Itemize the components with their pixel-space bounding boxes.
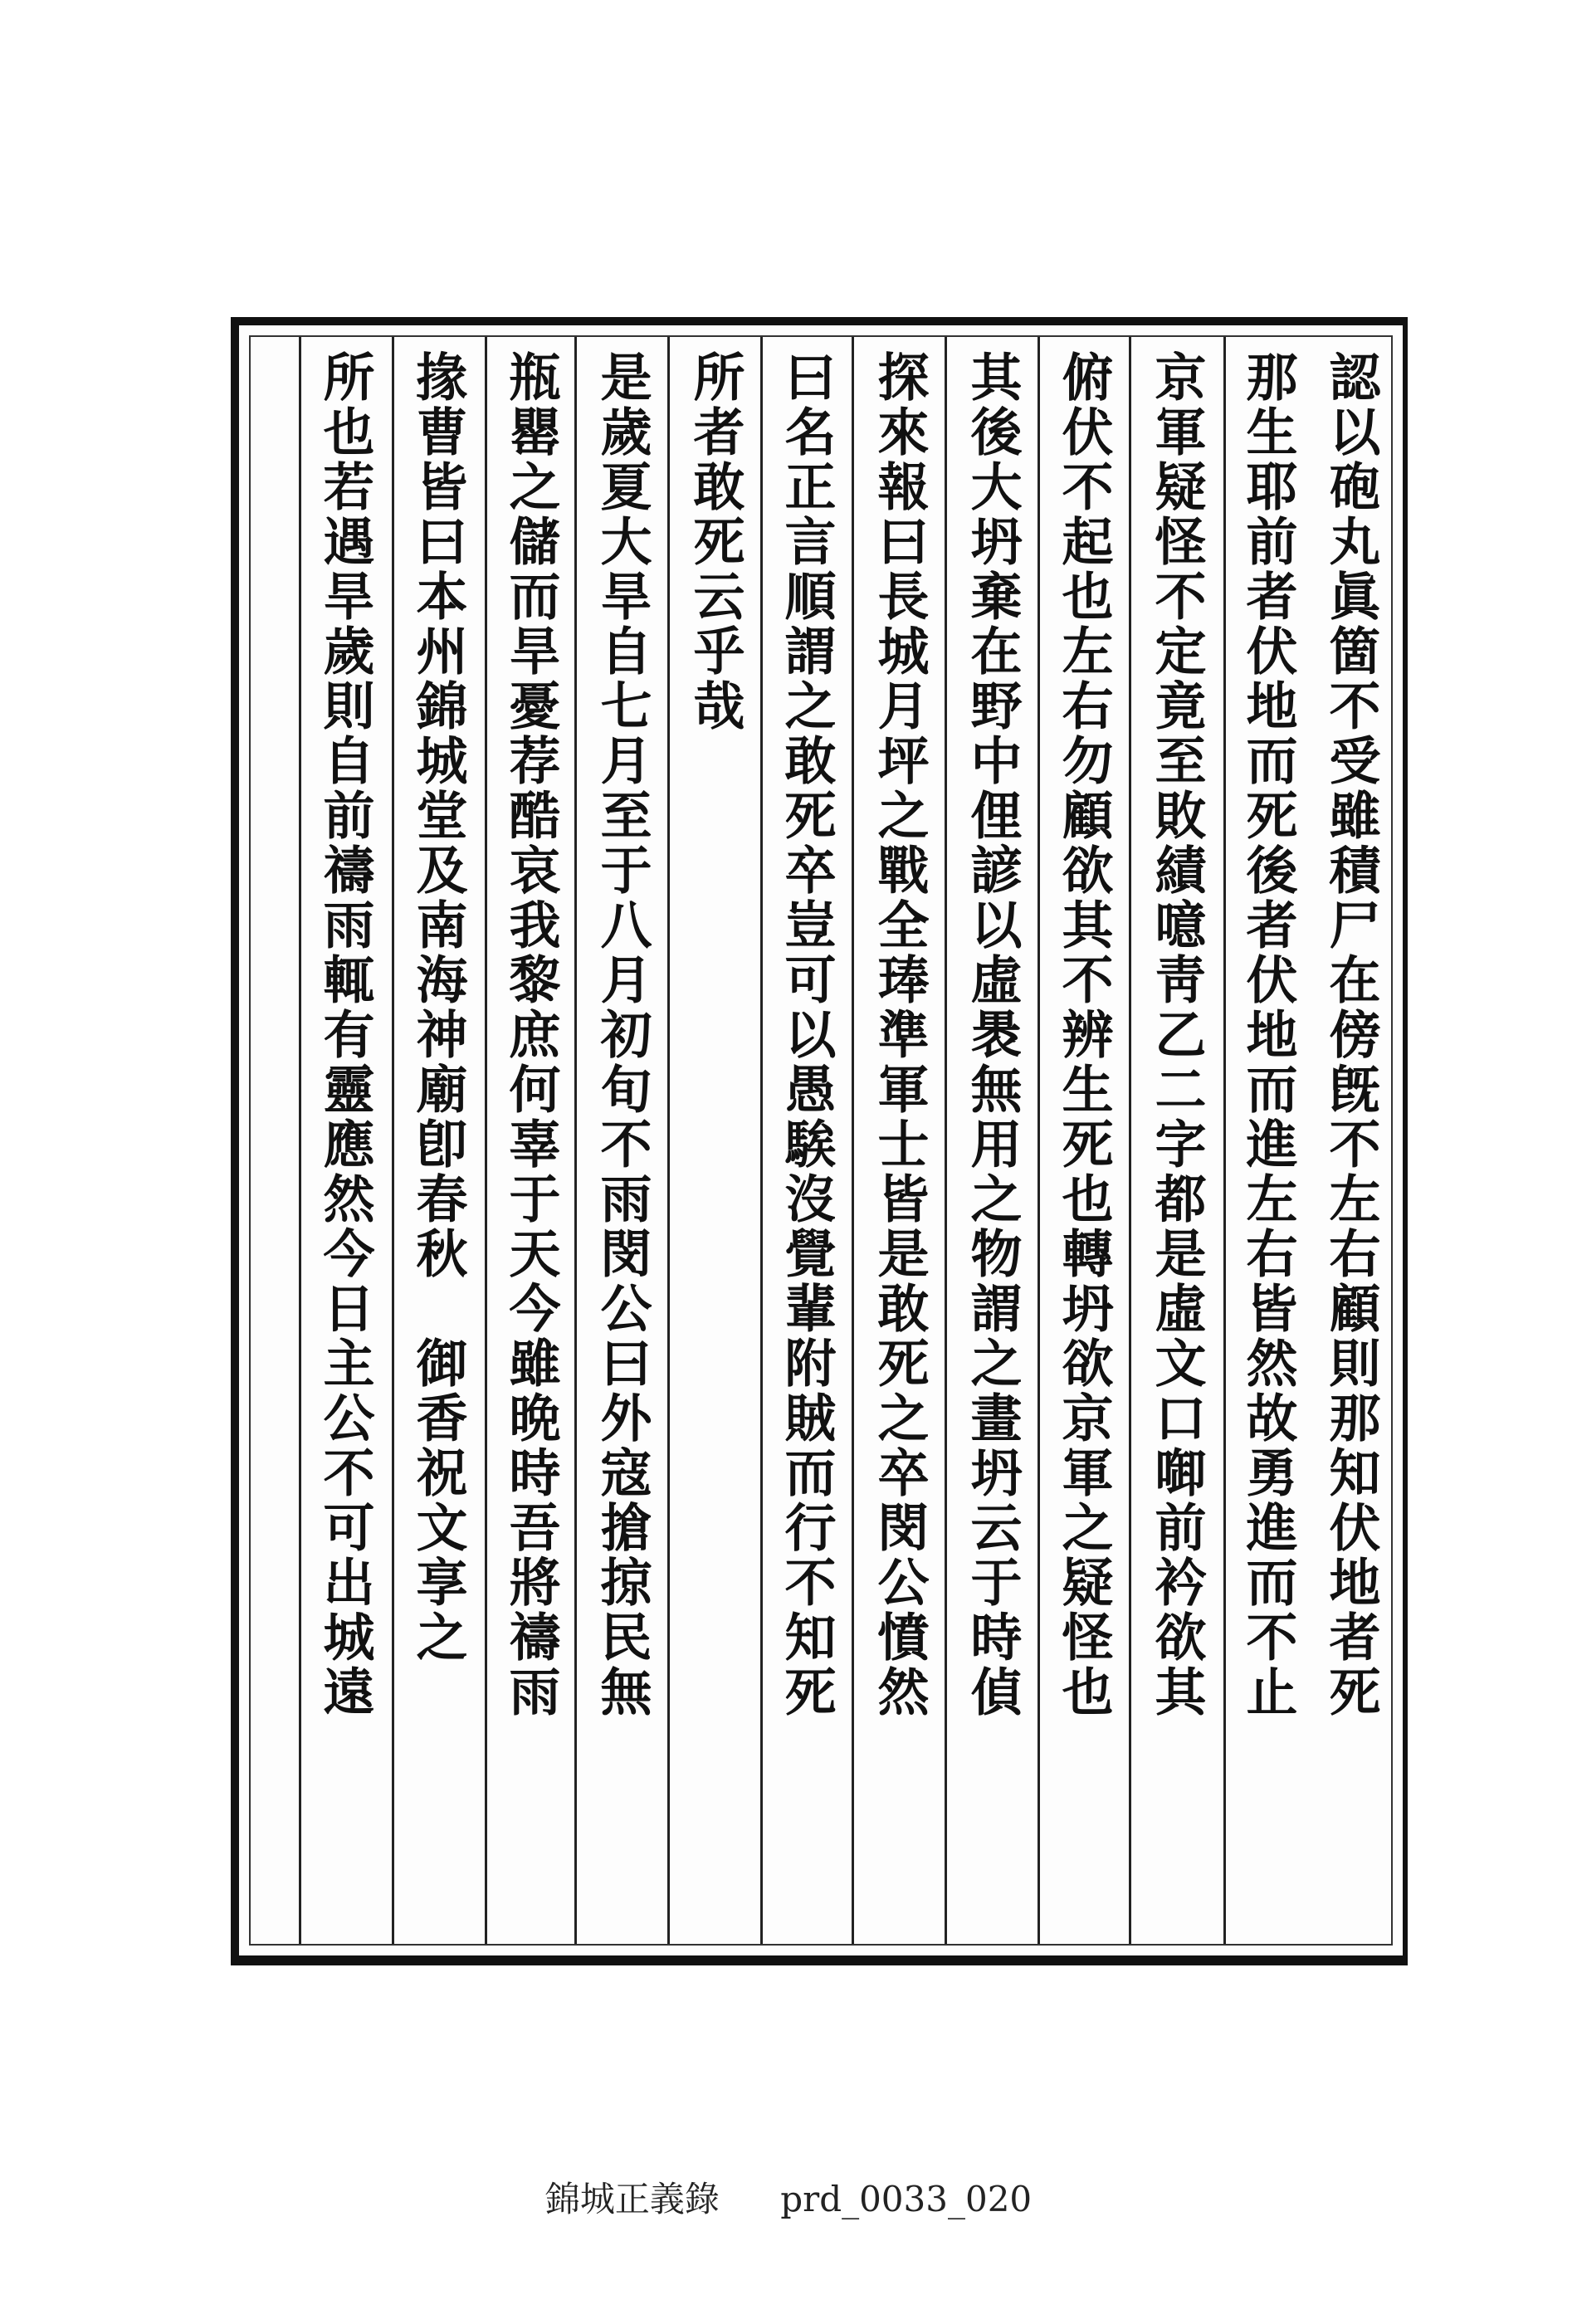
text-column-4 (1044, 350, 1122, 1936)
column-divider (574, 337, 577, 1944)
page-footer (0, 2172, 1577, 2222)
column-text: 瓶罌之儲而旱憂荐酷哀我黎庶何辜于天今雖晩時吾將禱雨 (500, 350, 561, 1720)
text-column-2 (1228, 350, 1306, 1936)
text-column-12 (305, 350, 383, 1936)
text-column-6 (860, 350, 938, 1936)
text-column-5 (953, 350, 1031, 1936)
column-divider (1038, 337, 1040, 1944)
text-column-10 (491, 350, 569, 1936)
text-block-frame (231, 317, 1408, 1965)
page-id: prd_0033_020 (780, 2179, 1033, 2219)
text-column-7 (767, 350, 845, 1936)
column-text: 所者敢死云乎哉 (685, 350, 745, 734)
column-text: 其後大坍棄在野中俚諺以虛褁無用之物謂之畫坍云于時偵 (962, 350, 1023, 1720)
column-text: 認以砲丸眞箇不受雖積尸在傍旣不左右顧則那知伏地者死 (1321, 350, 1381, 1720)
column-divider (392, 337, 394, 1944)
text-column-8 (676, 350, 754, 1936)
column-text: 那生耶前者伏地而死後者伏地而進左右皆然故勇進而不止 (1238, 350, 1298, 1720)
column-divider (667, 337, 670, 1944)
column-divider (1129, 337, 1131, 1944)
column-text: 掾曹皆曰本州錦城堂及南海神廟卽春秋 御香祝文享之 (408, 350, 468, 1665)
text-column-11 (398, 350, 476, 1936)
column-text: 是歲夏大旱自七月至于八月初旬不雨閔公曰外寇搶掠民無 (592, 350, 652, 1720)
column-text: 曰名正言順謂之敢死卒豈可以愚騃沒覺輩附賊而行不知死 (776, 350, 837, 1720)
column-divider (852, 337, 854, 1944)
column-divider (485, 337, 487, 1944)
book-title: 錦城正義錄 (544, 2179, 720, 2219)
text-column-9 (583, 350, 661, 1936)
column-text: 俯伏不起也左右勿顧欲其不辨生死也轉坍欲京軍之疑怪也 (1053, 350, 1114, 1720)
text-column-3 (1137, 350, 1215, 1936)
column-divider (760, 337, 763, 1944)
column-text: 探來報曰長城月坪之戰全琫準軍士皆是敢死之卒閔公憤然 (869, 350, 930, 1720)
column-divider (299, 337, 301, 1944)
column-text: 京軍疑怪不定竟至敗績噫靑乙二字都是虛文口啣前衿欲其 (1146, 350, 1207, 1720)
text-column-1 (1311, 350, 1389, 1936)
column-divider (945, 337, 947, 1944)
column-divider (1223, 337, 1226, 1944)
column-text: 所也若遇旱歲則自前禱雨輒有靈應然今日主公不可出城遠 (315, 350, 375, 1720)
